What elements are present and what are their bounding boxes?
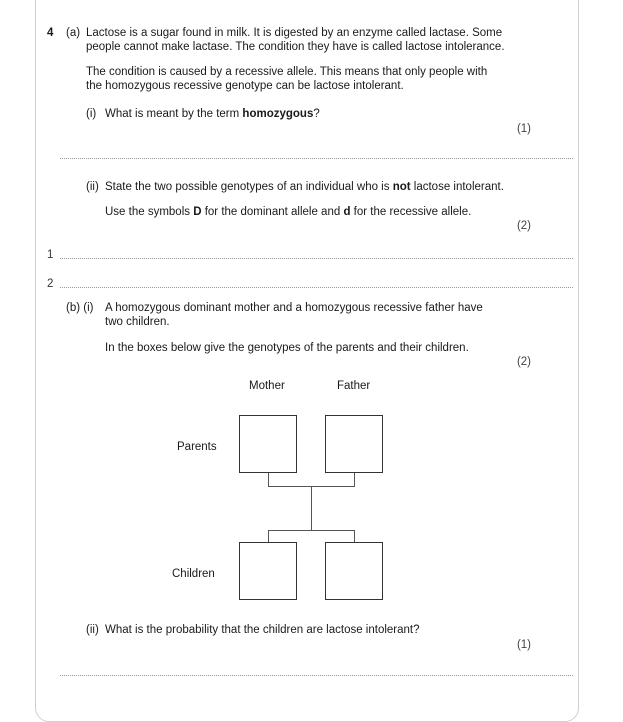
answer-line-q1[interactable] — [60, 158, 573, 159]
connector-stem — [311, 486, 312, 530]
connector-child1-down — [268, 530, 269, 542]
child1-genotype-box[interactable] — [239, 542, 297, 600]
father-label: Father — [337, 380, 371, 392]
answer-line-1-number: 1 — [47, 249, 54, 261]
answer-line-2-number: 2 — [47, 278, 54, 290]
part-a-q2-symbols: Use the symbols D for the dominant allele and d for the recessive allele. — [105, 206, 472, 218]
part-b-q2-question: What is the probability that the children are lactose intolerant? — [105, 624, 420, 636]
part-b-q2-label: (ii) — [86, 624, 99, 636]
children-label: Children — [172, 568, 215, 580]
connector-father-down — [354, 473, 355, 486]
mother-genotype-box[interactable] — [239, 415, 297, 473]
part-a-q2-question: State the two possible genotypes of an individual who is not lactose intolerant. — [105, 181, 504, 193]
answer-line-b-q2[interactable] — [60, 675, 573, 676]
part-b-marks: (2) — [516, 356, 531, 368]
part-a-cause-line2: the homozygous recessive genotype can be lactose intolerant. — [86, 80, 404, 92]
q1-bold-term: homozygous — [242, 108, 314, 120]
part-a-q2-marks: (2) — [516, 220, 531, 232]
father-genotype-box[interactable] — [325, 415, 383, 473]
part-a-intro-line1: Lactose is a sugar found in milk. It is digested by an enzyme called lactase. Some — [86, 27, 503, 39]
part-b-instruction: In the boxes below give the genotypes of the parents and their children. — [105, 342, 469, 354]
part-a-q1-question: What is meant by the term homozygous? — [105, 108, 320, 120]
parents-label: Parents — [177, 441, 217, 453]
part-a-cause-line1: The condition is caused by a recessive allele. This means that only people with — [86, 66, 488, 78]
connector-child2-down — [354, 530, 355, 542]
answer-line-1[interactable] — [60, 258, 573, 259]
question-number: 4 — [47, 27, 54, 39]
child2-genotype-box[interactable] — [325, 542, 383, 600]
answer-line-2[interactable] — [60, 287, 573, 288]
part-b-q2-marks: (1) — [516, 639, 531, 651]
part-a-intro-line2: people cannot make lactase. The condition they have is called lactose intolerance. — [86, 41, 505, 53]
part-a-label: (a) — [66, 27, 81, 39]
part-b-label: (b) (i) — [66, 302, 94, 314]
part-b-intro-line1: A homozygous dominant mother and a homozygous recessive father have — [105, 302, 483, 314]
part-b-intro-line2: two children. — [105, 316, 170, 328]
connector-children-horizontal — [268, 530, 355, 531]
connector-mother-down — [268, 473, 269, 486]
part-a-q1-marks: (1) — [516, 123, 531, 135]
part-a-q2-label: (ii) — [86, 181, 99, 193]
part-a-q1-label: (i) — [86, 108, 97, 120]
mother-label: Mother — [249, 380, 285, 392]
